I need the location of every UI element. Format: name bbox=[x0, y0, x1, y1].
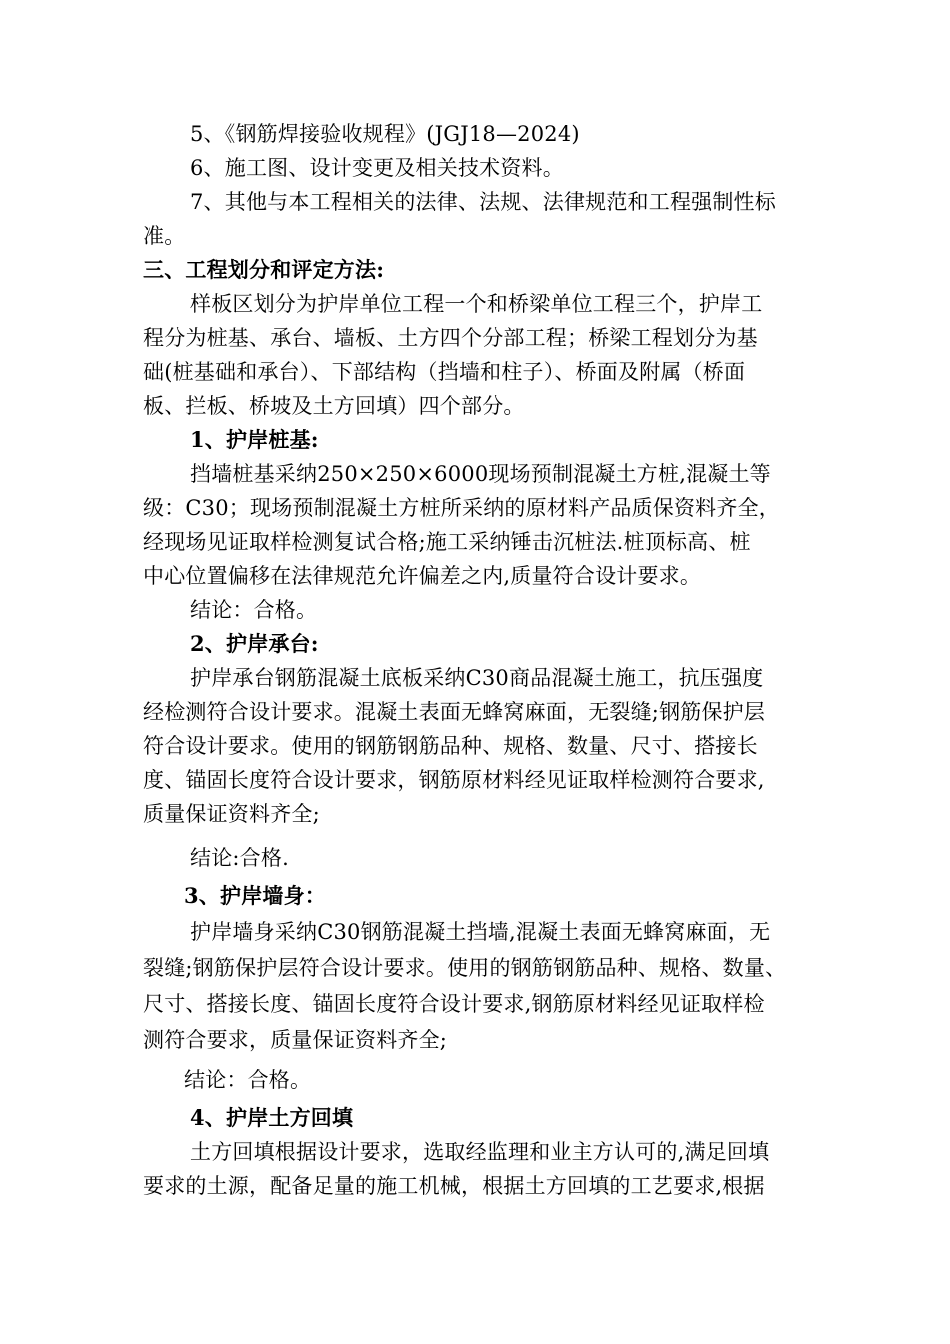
paragraph-line: 护岸承台钢筋混凝土底板采纳C30商品混凝土施工，抗压强度 bbox=[190, 666, 764, 690]
conclusion-text: 结论:合格. bbox=[190, 846, 289, 870]
paragraph-line: 要求的土源，配备足量的施工机械，根据土方回填的工艺要求,根据 bbox=[143, 1174, 765, 1198]
subsection-heading: 3、护岸墙身： bbox=[184, 883, 327, 908]
subsection-heading: 4、护岸土方回填 bbox=[190, 1105, 354, 1130]
reference-item-5: 5、《钢筋焊接验收规程》(JGJ18—2024) bbox=[190, 122, 580, 146]
paragraph-line: 样板区划分为护岸单位工程一个和桥梁单位工程三个，护岸工 bbox=[190, 292, 763, 316]
section-heading: 三、工程划分和评定方法: bbox=[143, 257, 385, 282]
paragraph-line: 测符合要求，质量保证资料齐全; bbox=[143, 1028, 448, 1052]
reference-item-6: 6、施工图、设计变更及相关技术资料。 bbox=[190, 156, 564, 180]
paragraph-line: 挡墙桩基采纳250×250×6000现场预制混凝土方桩,混凝土等 bbox=[190, 462, 771, 486]
paragraph-line: 经现场见证取样检测复试合格;施工采纳锤击沉桩法.桩顶标高、桩 bbox=[143, 530, 751, 554]
paragraph-line: 经检测符合设计要求。混凝土表面无蜂窝麻面，无裂缝;钢筋保护层 bbox=[143, 700, 766, 724]
paragraph-line: 度、锚固长度符合设计要求，钢筋原材料经见证取样检测符合要求, bbox=[143, 768, 765, 792]
paragraph-line: 板、拦板、桥坡及土方回填）四个部分。 bbox=[143, 394, 525, 418]
conclusion-text: 结论：合格。 bbox=[184, 1068, 312, 1092]
paragraph-line: 中心位置偏移在法律规范允许偏差之内,质量符合设计要求。 bbox=[143, 564, 702, 588]
paragraph-line: 础(桩基础和承台）、下部结构（挡墙和柱子）、桥面及附属（桥面 bbox=[143, 360, 746, 384]
paragraph-line: 级：C30；现场预制混凝土方桩所采纳的原材料产品质保资料齐全， bbox=[143, 496, 780, 520]
paragraph-line: 符合设计要求。使用的钢筋钢筋品种、规格、数量、尺寸、搭接长 bbox=[143, 734, 758, 758]
paragraph-line: 裂缝;钢筋保护层符合设计要求。使用的钢筋钢筋品种、规格、数量、 bbox=[143, 956, 787, 980]
conclusion-text: 结论：合格。 bbox=[190, 598, 318, 622]
paragraph-line: 质量保证资料齐全; bbox=[143, 802, 320, 826]
reference-item-7-continuation: 准。 bbox=[143, 224, 186, 248]
paragraph-line: 程分为桩基、承台、墙板、土方四个分部工程；桥梁工程划分为基 bbox=[143, 326, 758, 350]
paragraph-line: 护岸墙身采纳C30钢筋混凝土挡墙,混凝土表面无蜂窝麻面，无 bbox=[190, 920, 771, 944]
subsection-heading: 2、护岸承台: bbox=[190, 631, 319, 656]
subsection-heading: 1、护岸桩基: bbox=[190, 427, 319, 452]
paragraph-line: 尺寸、搭接长度、锚固长度符合设计要求,钢筋原材料经见证取样检 bbox=[143, 992, 765, 1016]
reference-item-7: 7、其他与本工程相关的法律、法规、法律规范和工程强制性标 bbox=[190, 190, 776, 214]
paragraph-line: 土方回填根据设计要求，选取经监理和业主方认可的,满足回填 bbox=[190, 1140, 770, 1164]
